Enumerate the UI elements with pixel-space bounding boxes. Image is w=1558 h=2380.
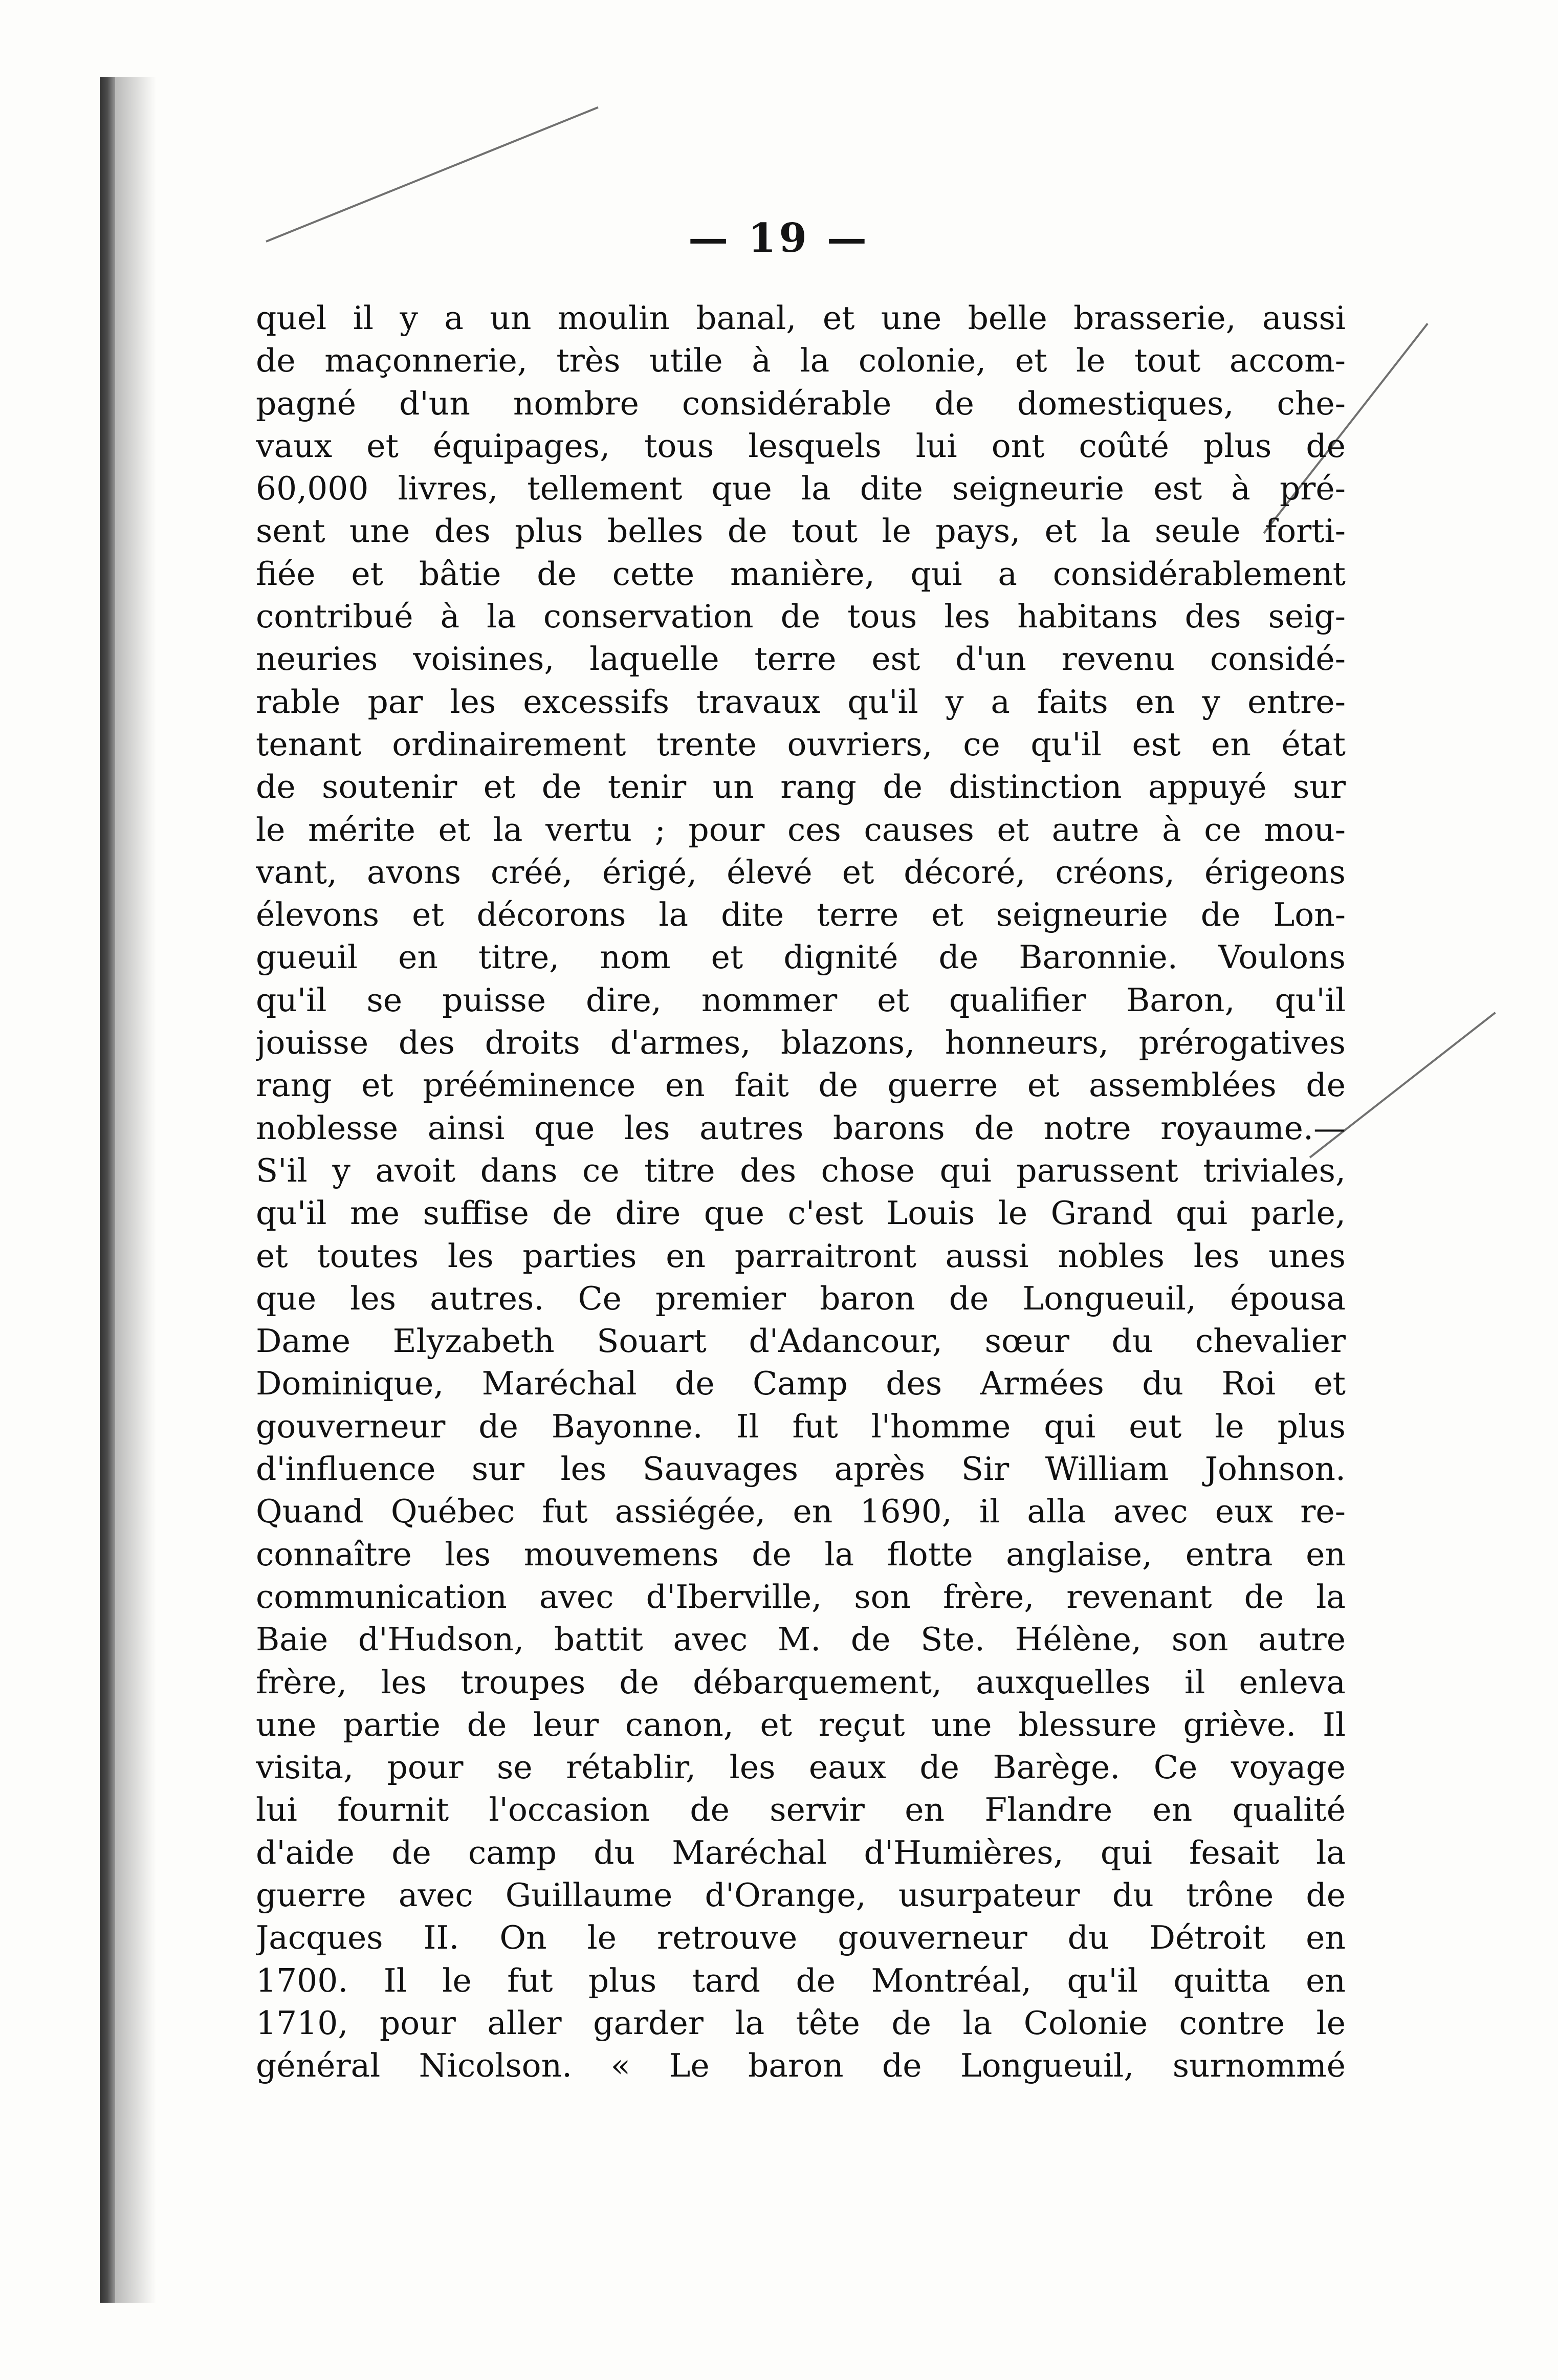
text-line: vant, avons créé, érigé, élevé et décoré, créons, érigeons <box>256 853 1346 891</box>
text-line: de maçonnerie, très utile à la colonie, et le tout accom- <box>256 342 1346 380</box>
text-line: de soutenir et de tenir un rang de distinction appuyé sur <box>256 768 1346 806</box>
text-line: vaux et équipages, tous lesquels lui ont coûté plus de <box>256 427 1346 465</box>
text-line: le mérite et la vertu ; pour ces causes et autre à ce mou- <box>256 811 1346 848</box>
text-line: gueuil en titre, nom et dignité de Baronnie. Voulons <box>256 938 1346 976</box>
text-line: Dame Elyzabeth Souart d'Adancour, sœur du chevalier <box>256 1322 1346 1360</box>
page-number: — 19 — <box>688 215 870 261</box>
text-line: élevons et décorons la dite terre et seigneurie de Lon- <box>256 896 1346 934</box>
text-line: une partie de leur canon, et reçut une blessure griève. Il <box>256 1706 1346 1743</box>
text-line: tenant ordinairement trente ouvriers, ce qu'il est en état <box>256 725 1346 763</box>
text-line: Quand Québec fut assiégée, en 1690, il alla avec eux re- <box>256 1493 1346 1531</box>
text-line: qu'il se puisse dire, nommer et qualifier Baron, qu'il <box>256 981 1346 1019</box>
text-line: frère, les troupes de débarquement, auxquelles il enleva <box>256 1663 1346 1701</box>
body-text <box>256 297 1346 2087</box>
text-line: Jacques II. On le retrouve gouverneur du Détroit en <box>256 1919 1346 1957</box>
text-line: d'aide de camp du Maréchal d'Humières, qui fesait la <box>256 1833 1346 1871</box>
text-line: rable par les excessifs travaux qu'il y a faits en y entre- <box>256 683 1346 720</box>
text-line: fiée et bâtie de cette manière, qui a considérablement <box>256 555 1346 593</box>
text-line: Baie d'Hudson, battit avec M. de Ste. Hélène, son autre <box>256 1621 1346 1658</box>
text-line: gouverneur de Bayonne. Il fut l'homme qui eut le plus <box>256 1407 1346 1445</box>
text-line: rang et prééminence en fait de guerre et assemblées de <box>256 1066 1346 1104</box>
text-line: pagné d'un nombre considérable de domestiques, che- <box>256 384 1346 422</box>
text-line: général Nicolson. « Le baron de Longueuil, surnommé <box>256 2047 1346 2085</box>
text-line: lui fournit l'occasion de servir en Flandre en qualité <box>256 1791 1346 1829</box>
text-line: Dominique, Maréchal de Camp des Armées du Roi et <box>256 1365 1346 1403</box>
text-line: guerre avec Guillaume d'Orange, usurpateur du trône de <box>256 1876 1346 1914</box>
text-line: 1700. Il le fut plus tard de Montréal, qu'il quitta en <box>256 1961 1346 1999</box>
text-line: communication avec d'Iberville, son frère, revenant de la <box>256 1578 1346 1615</box>
text-line: jouisse des droits d'armes, blazons, honneurs, prérogatives <box>256 1024 1346 1062</box>
text-line: quel il y a un moulin banal, et une belle brasserie, aussi <box>256 299 1346 337</box>
text-line: sent une des plus belles de tout le pays, et la seule forti- <box>256 512 1346 550</box>
binding-shadow <box>115 77 156 2303</box>
text-line: 60,000 livres, tellement que la dite seigneurie est à pré- <box>256 470 1346 508</box>
text-line: que les autres. Ce premier baron de Longueuil, épousa <box>256 1279 1346 1317</box>
text-line: 1710, pour aller garder la tête de la Colonie contre le <box>256 2004 1346 2042</box>
text-line: qu'il me suffise de dire que c'est Louis le Grand qui parle, <box>256 1194 1346 1232</box>
text-line: connaître les mouvemens de la flotte anglaise, entra en <box>256 1535 1346 1573</box>
text-line: contribué à la conservation de tous les habitans des seig- <box>256 598 1346 636</box>
text-line: S'il y avoit dans ce titre des chose qui parussent triviales, <box>256 1151 1346 1189</box>
binding-edge <box>100 77 115 2303</box>
text-line: noblesse ainsi que les autres barons de notre royaume.— <box>256 1109 1346 1147</box>
text-line: d'influence sur les Sauvages après Sir William Johnson. <box>256 1450 1346 1488</box>
text-line: neuries voisines, laquelle terre est d'un revenu considé- <box>256 640 1346 678</box>
text-line: et toutes les parties en parraitront aussi nobles les unes <box>256 1237 1346 1275</box>
text-line: visita, pour se rétablir, les eaux de Barège. Ce voyage <box>256 1749 1346 1786</box>
